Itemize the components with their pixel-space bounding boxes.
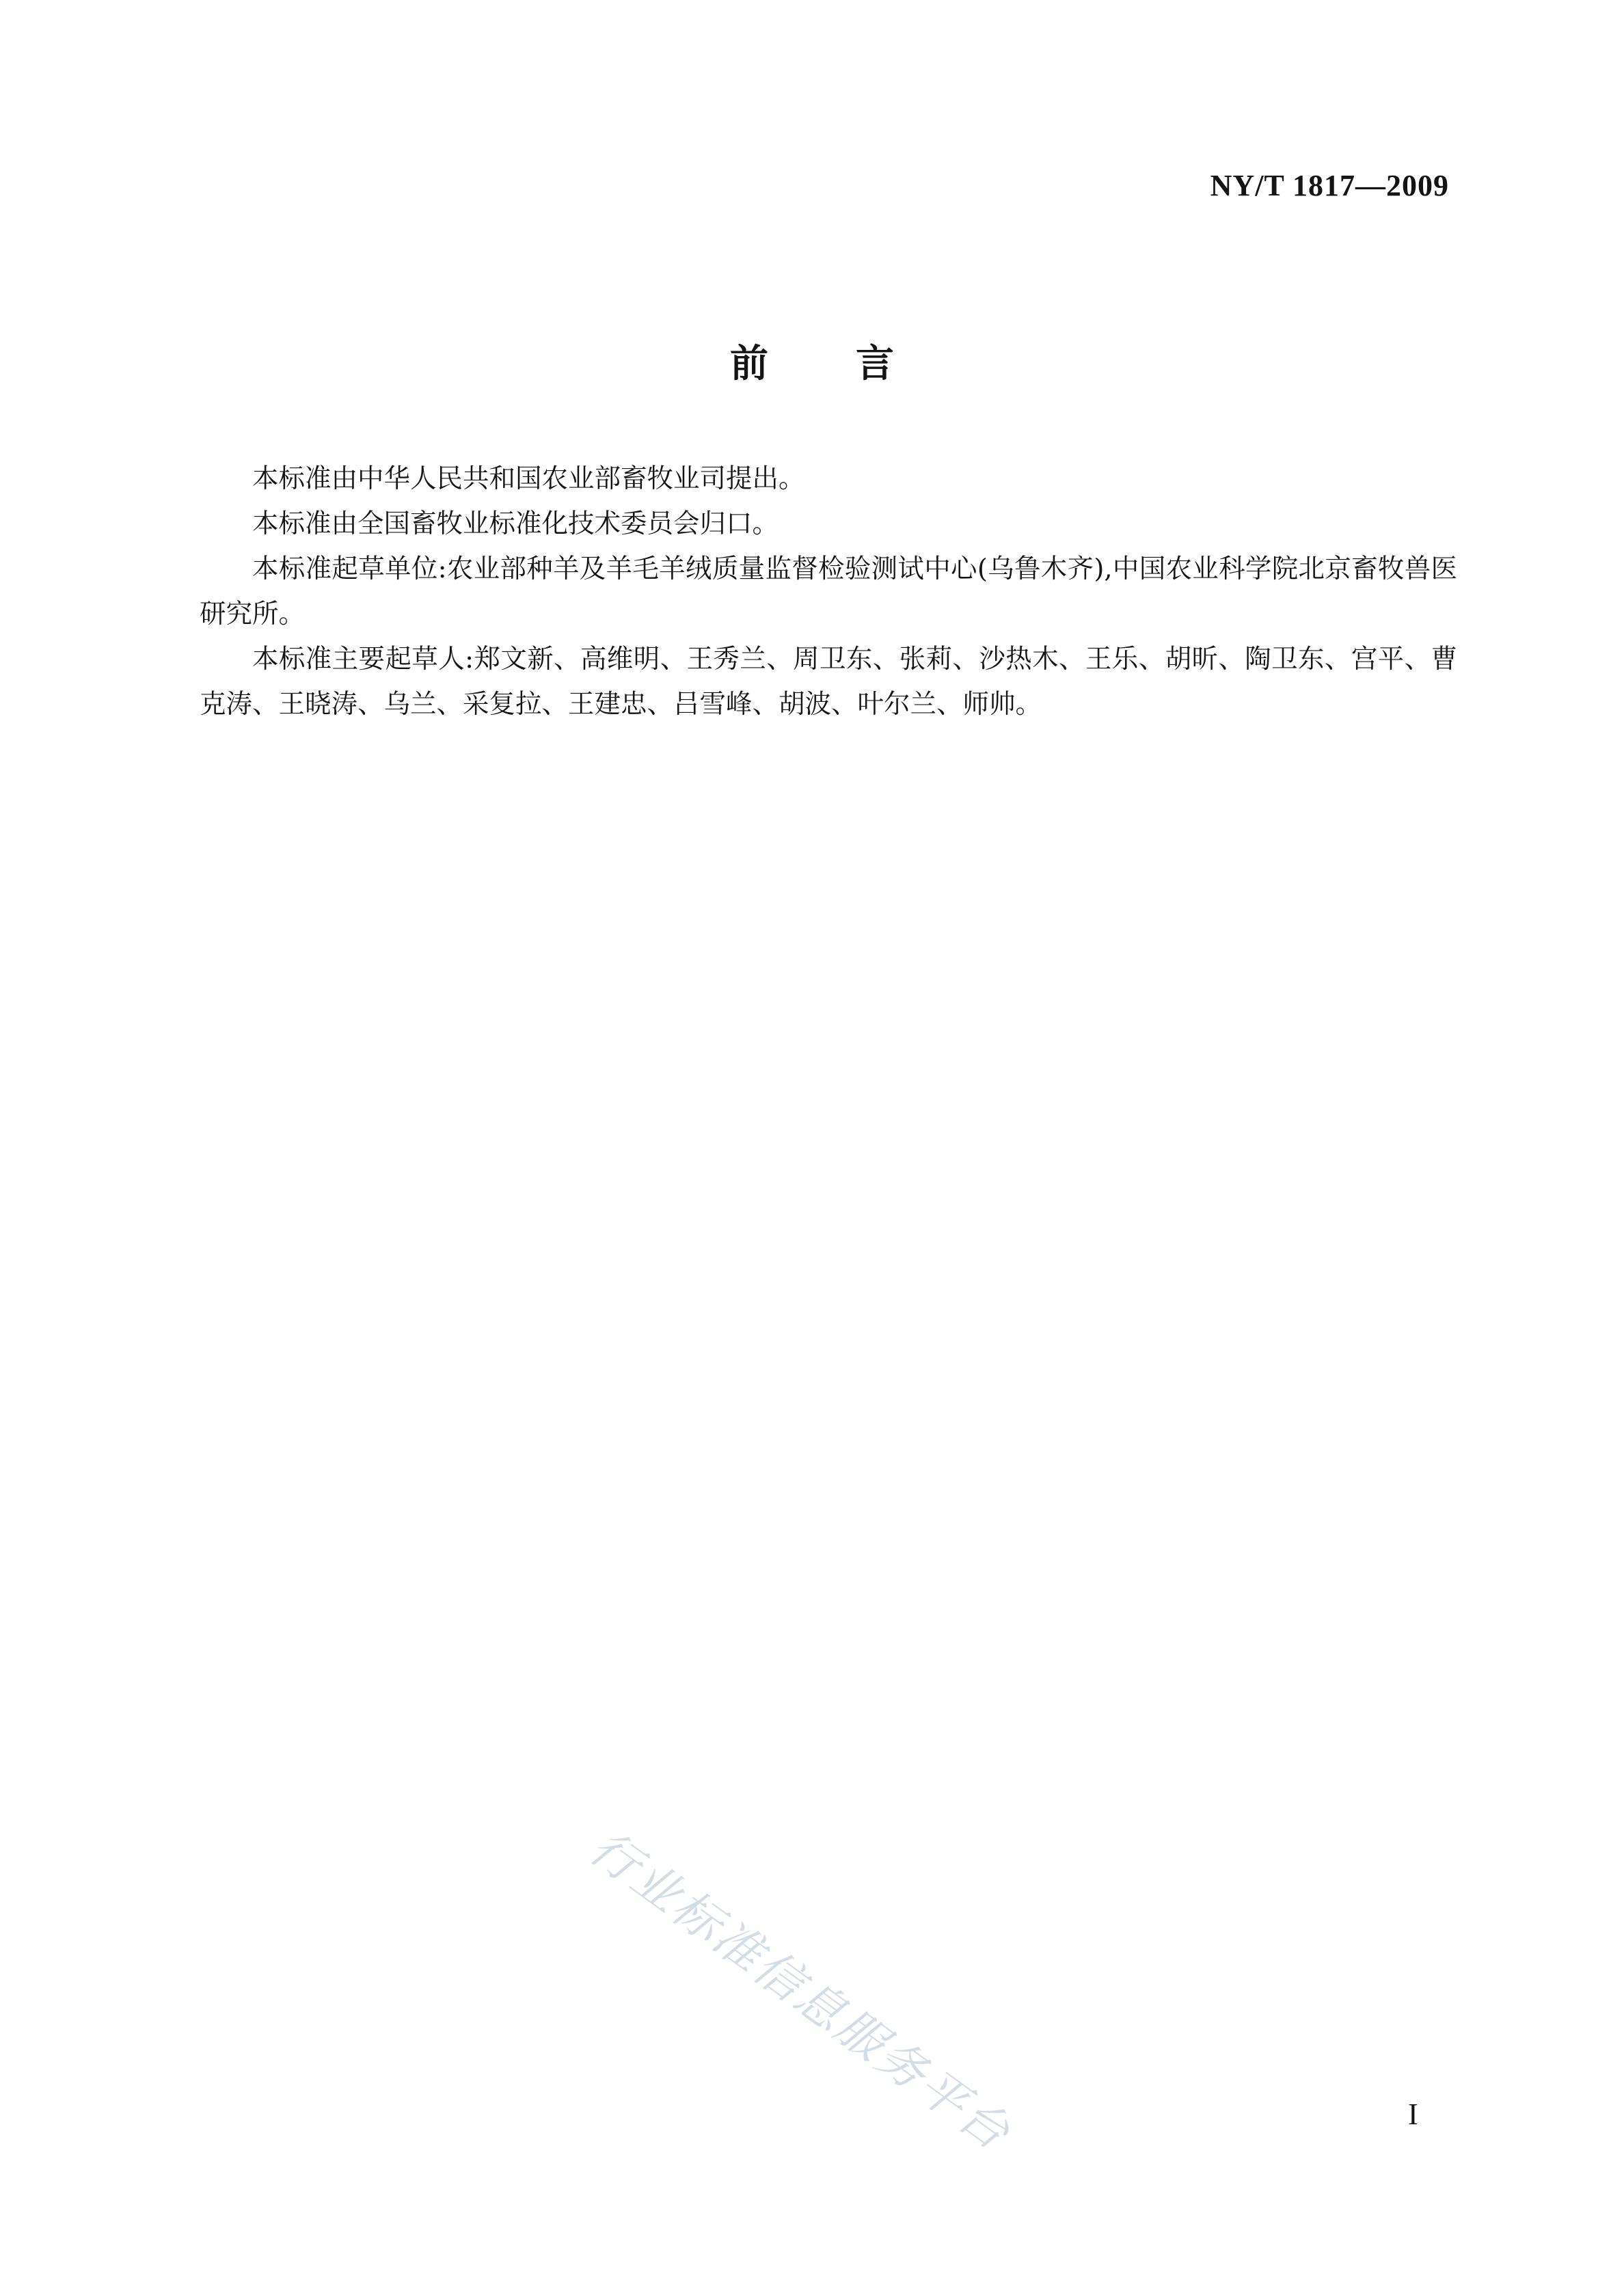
paragraph-proposer: 本标准由中华人民共和国农业部畜牧业司提出。: [252, 463, 805, 494]
paragraph-administration: 本标准由全国畜牧业标准化技术委员会归口。: [252, 508, 779, 539]
standard-code: NY/T 1817—2009: [1210, 169, 1449, 202]
paragraph-drafting-units: 本标准起草单位:农业部种羊及羊毛羊绒质量监督检验测试中心(乌鲁木齐),中国农业科学院北京畜牧兽医研究所。: [200, 554, 1457, 629]
page-title: 前言: [730, 342, 982, 386]
paragraph-drafters: 本标准主要起草人:郑文新、高维明、王秀兰、周卫东、张莉、沙热木、王乐、胡昕、陶卫东、宫平、曹克涛、王晓涛、乌兰、采复拉、王建忠、吕雪峰、胡波、叶尔兰、师帅。: [200, 644, 1457, 720]
document-body: [200, 457, 1457, 727]
watermark: 行业标准信息服务平台: [579, 1819, 1022, 2162]
page-number: I: [1408, 2097, 1418, 2131]
